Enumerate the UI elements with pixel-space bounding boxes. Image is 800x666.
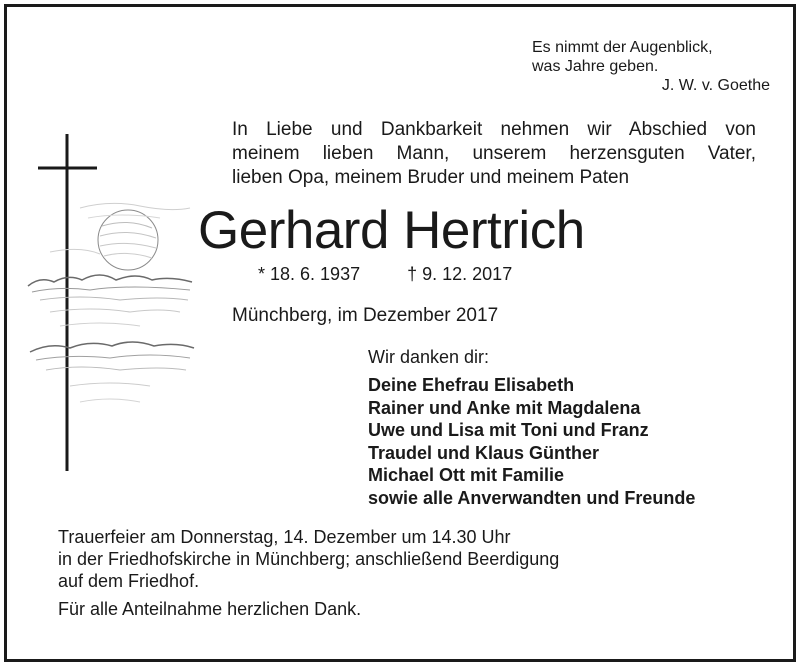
mourner-line: Deine Ehefrau Elisabeth: [368, 375, 575, 395]
sun-icon: [98, 210, 158, 270]
service-line: auf dem Friedhof.: [58, 571, 200, 591]
death-date: † 9. 12. 2017: [407, 264, 513, 284]
thanks-heading: Wir danken dir:: [368, 347, 490, 367]
goethe-quote: [532, 38, 772, 95]
mourner-line: Rainer und Anke mit Magdalena: [368, 397, 641, 418]
intro-line: In Liebe und Dankbarkeit nehmen wir Abschied von: [232, 119, 756, 140]
mourner-line: Traudel und Klaus Günther: [368, 442, 600, 463]
birth-date: * 18. 6. 1937: [258, 264, 361, 284]
quote-line: Es nimmt der Augenblick,: [532, 39, 713, 56]
place-and-date: Münchberg, im Dezember 2017: [232, 305, 499, 326]
service-line: Trauerfeier am Donnerstag, 14. Dezember um 14.30 Uhr: [58, 527, 511, 547]
quote-author: J. W. v. Goethe: [661, 77, 770, 94]
cross-and-landscape-illustration: [20, 130, 195, 475]
service-line: in der Friedhofskirche in Münchberg; anschließend Beerdigung: [58, 549, 560, 569]
quote-line: was Jahre geben.: [532, 58, 659, 75]
intro-text: [232, 118, 756, 190]
mourner-line: Michael Ott mit Familie: [368, 465, 565, 485]
intro-line: meinem lieben Mann, unserem herzensguten Vater,: [232, 143, 756, 164]
mourner-line: sowie alle Anverwandten und Freunde: [368, 487, 696, 508]
mourner-line: Uwe und Lisa mit Toni und Franz: [368, 420, 649, 440]
hills-icon: [28, 275, 192, 326]
intro-line: lieben Opa, meinem Bruder und meinem Paten: [232, 167, 630, 188]
funeral-service-info: [58, 526, 559, 592]
closing-thanks: Für alle Anteilnahme herzlichen Dank.: [58, 599, 362, 619]
mourners-list: [368, 374, 695, 509]
deceased-name: Gerhard Hertrich: [198, 201, 585, 260]
life-dates: [258, 263, 512, 285]
